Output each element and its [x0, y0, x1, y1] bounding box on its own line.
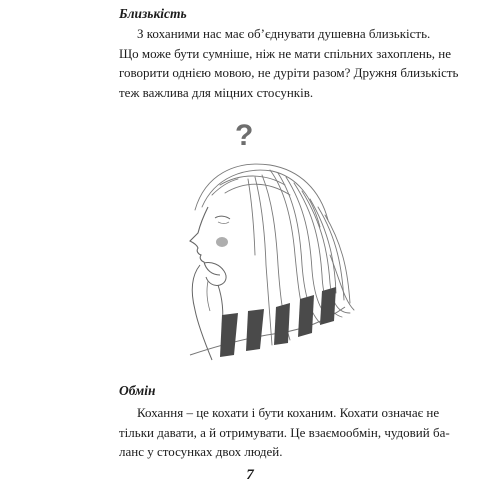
text-line: тільки давати, а й отримувати. Це взаємообмін, чудовий ба- — [119, 424, 450, 440]
text-line: Кохання – це кохати і бути коханим. Кохати означає не — [137, 405, 440, 420]
paragraph-exchange — [119, 403, 450, 462]
section-heading-exchange: Обмін — [119, 383, 156, 398]
girl-thinking-illustration — [160, 115, 360, 365]
text-line: З коханими нас має об’єднувати душевна близькість. — [137, 26, 431, 41]
eye — [215, 216, 230, 219]
cheek-blush — [216, 237, 228, 247]
arm — [192, 265, 212, 360]
text-line: ланс у стосунках двох людей. — [119, 444, 283, 459]
page-number: 7 — [246, 467, 254, 483]
text-line: теж важлива для міцних стосунків. — [119, 84, 314, 100]
paragraph-closeness — [119, 24, 459, 102]
question-mark-icon: ? — [235, 119, 254, 152]
text-line: говорити однією мовою, не дуріти разом? Дружня близькість — [119, 65, 459, 80]
text-line: Що може бути сумніше, ніж не мати спільних захоплень, не — [119, 45, 452, 61]
section-heading-closeness: Близькість — [119, 6, 187, 21]
